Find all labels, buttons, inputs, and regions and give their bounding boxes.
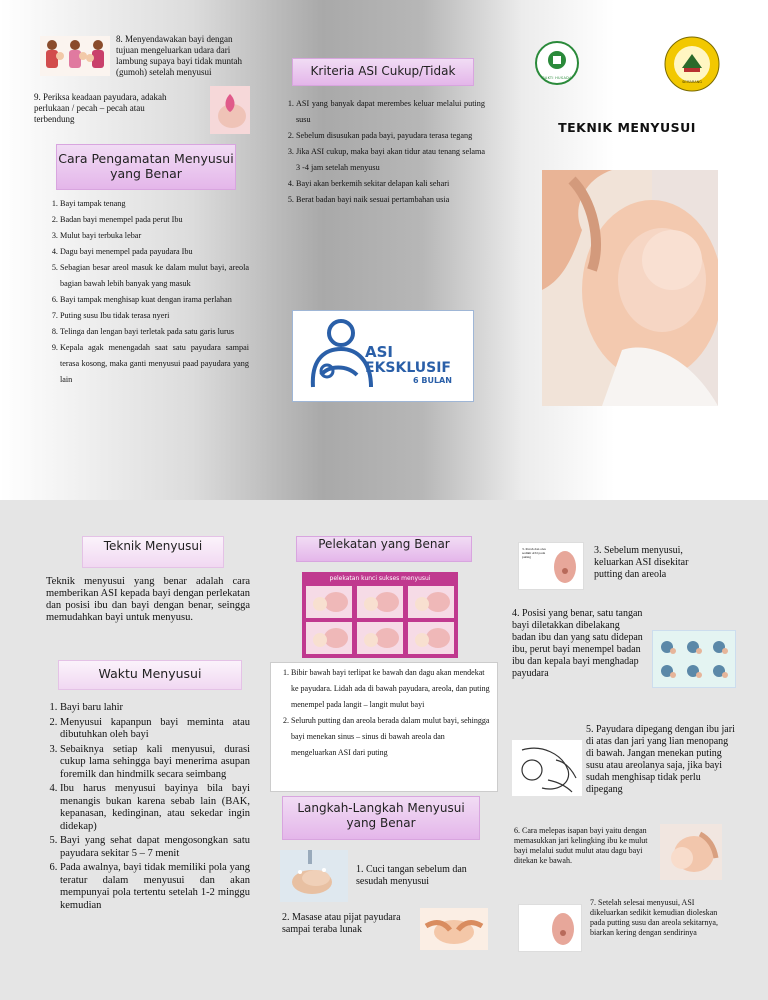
pengamatan-list	[44, 196, 249, 388]
list-item: 3. Sebaiknya setiap kali menyusui, durasi cukup lama sehingga bayi menerima asupan foremilk dan hindmilk secara seimbang	[60, 744, 250, 782]
step-7-thumbnail	[518, 904, 582, 952]
step-4-text: 4. Posisi yang benar, satu tangan bayi diletakkan dibelakang badan ibu dan yang satu didepan ibu, perut bayi menempel badan ibu dan kepala bayi menghadap payudara	[512, 608, 643, 679]
list-item: 1. Bayi baru lahir	[60, 702, 250, 715]
breast-holding-sketch	[512, 740, 582, 796]
list-item: 2. Menyusui kapanpun bayi meminta atau dibutuhkan oleh bayi	[60, 717, 250, 742]
step-5-text: 5. Payudara dipegang dengan ibu jari di atas dan jari yang lian menopang di bawah. Jangan menekan puting susu atau areolanya saja, jika bayi sudah menghisap tidak perlu dipegang	[586, 724, 735, 795]
pelekatan-header: Pelekatan yang Benar	[296, 536, 472, 562]
list-item: 2. Badan bayi menempel pada perut Ibu	[60, 212, 249, 228]
teknik-body: Teknik menyusui yang benar adalah cara memberikan ASI kepada bayi dengan perlekatan dan posisi ibu dan bayi dengan benar, seingga memudahkan bayi untuk menyusu.	[46, 576, 250, 623]
cover-title: TEKNIK MENYUSUI	[558, 120, 696, 135]
step-9-text: 9. Periksa keadaan payudara, adakah perlukaan / pecah – pecah atau terbendung	[34, 92, 167, 124]
list-item: 3. Mulut bayi terbuka lebar	[60, 228, 249, 244]
list-item: 5. Sebagian besar areol masuk ke dalam mulut bayi, areola bagian bawah lebih banyak yang masuk	[60, 260, 249, 292]
kriteria-list	[280, 96, 485, 208]
breast-shape-icon	[549, 909, 577, 947]
step-6-text: 6. Cara melepas isapan bayi yaitu dengan memasukkan jari kelingking ibu ke mulut bayi melalui sudut mulut atau dagu bayi ditekan ke bawah.	[514, 826, 648, 865]
step-3-thumbnail	[518, 542, 584, 590]
seal-city-text: SEMARANG	[682, 80, 702, 84]
pengamatan-header: Cara Pengamatan Menyusui yang Benar	[56, 144, 236, 190]
step-3-thumb-note: 3. Perah dan oles sedikit ASI pada puting	[522, 547, 546, 559]
pelekatan-list-box	[270, 662, 498, 792]
breast-check-photo	[210, 86, 250, 134]
asi-logo-line1: ASI	[365, 343, 393, 361]
list-item: 5. Berat badan bayi naik sesuai pertambahan usia	[296, 192, 485, 208]
teknik-header: Teknik Menyusui	[82, 536, 224, 568]
list-item: 1. Bibir bawah bayi terlipat ke bawah dan dagu akan mendekat ke payudara. Lidah ada di bawah payudara, areola, dan puting menempel pada langit – langit mulut bayi	[291, 665, 491, 713]
kriteria-header: Kriteria ASI Cukup/Tidak	[292, 58, 474, 86]
hand-washing-photo	[280, 850, 348, 902]
asi-logo-line2: EKSKLUSIF	[365, 360, 451, 376]
list-item: 9. Kepala agak menengadah saat satu payudara sampai terasa kosong, maka ganti menyusui paad payudara yang lain	[60, 340, 249, 388]
breast-shape-icon	[551, 547, 579, 585]
pelekatan-card-caption: pelekatan kunci sukses menyusui	[329, 575, 431, 582]
pelekatan-illustration-card	[302, 572, 458, 658]
latch-steps-grid	[306, 586, 454, 654]
list-item: 4. Dagu bayi menempel pada payudara Ibu	[60, 244, 249, 260]
list-item: 4. Bayi akan berkemih sekitar delapan kali sehari	[296, 176, 485, 192]
list-item: 2. Seluruh putting dan areola berada dalam mulut bayi, sehingga bayi menekan sinus – sinus di bawah areola dan mengeluarkan ASI dari puting	[291, 713, 491, 761]
list-item: 1. ASI yang banyak dapat merembes keluar melalui puting susu	[296, 96, 485, 128]
release-latch-photo	[660, 824, 722, 880]
list-item: 8. Telinga dan lengan bayi terletak pada satu garis lurus	[60, 324, 249, 340]
list-item: 6. Bayi tampak menghisap kuat dengan irama perlahan	[60, 292, 249, 308]
asi-eksklusif-logo	[292, 310, 474, 402]
breastfeeding-cover-photo	[542, 170, 718, 406]
list-item: 1. Bayi tampak tenang	[60, 196, 249, 212]
list-item: 7. Puting susu Ibu tidak terasa nyeri	[60, 308, 249, 324]
burping-baby-illustration	[40, 36, 110, 76]
list-item: 2. Sebelum disusukan pada bayi, payudara terasa tegang	[296, 128, 485, 144]
list-item: 3. Jika ASI cukup, maka bayi akan tidur atau tenang selama 3 -4 jam setelah menyusu	[296, 144, 485, 176]
breast-massage-illustration	[420, 908, 488, 950]
position-grid-illustration	[652, 630, 736, 688]
step-1-text: 1. Cuci tangan sebelum dan sesudah menyusui	[356, 864, 467, 887]
asi-logo-line3: 6 BULAN	[413, 376, 452, 385]
list-item: 5. Bayi yang sehat dapat mengosongkan satu payudara sekitar 5 – 7 menit	[60, 835, 250, 860]
waktu-header: Waktu Menyusui	[58, 660, 242, 690]
bakti-husada-text: BAKTI HUSADA	[542, 76, 572, 80]
step-7-text: 7. Setelah selesai menyusui, ASI dikeluarkan sedikit kemudian dioleskan pada putting susu dan areola sekitarnya, biarkan kering dengan sendirinya	[590, 898, 718, 937]
bakti-husada-logo	[534, 40, 580, 86]
step-8-text: 8. Menyendawakan bayi dengan tujuan mengeluarkan udara dari lambung supaya bayi tidak muntah (gumoh) setelah menyusui	[116, 34, 242, 77]
step-3-text: 3. Sebelum menyusui, keluarkan ASI disekitar putting dan areola	[594, 545, 689, 580]
waktu-list	[44, 702, 250, 914]
langkah-header: Langkah-Langkah Menyusui yang Benar	[282, 796, 480, 840]
list-item: 4. Ibu harus menyusui bayinya bila bayi menangis bukan karena sebab lain (BAK, kepanasan, kedinginan, atau sekedar ingin didekap)	[60, 783, 250, 833]
institution-seal-logo	[664, 36, 720, 92]
step-2-text: 2. Masase atau pijat payudara sampai teraba lunak	[282, 912, 401, 935]
list-item: 6. Pada awalnya, bayi tidak memiliki pola yang teratur dalam menyusui dan akan mempunyai pola tertentu setelah 1-2 minggu kemudian	[60, 862, 250, 912]
